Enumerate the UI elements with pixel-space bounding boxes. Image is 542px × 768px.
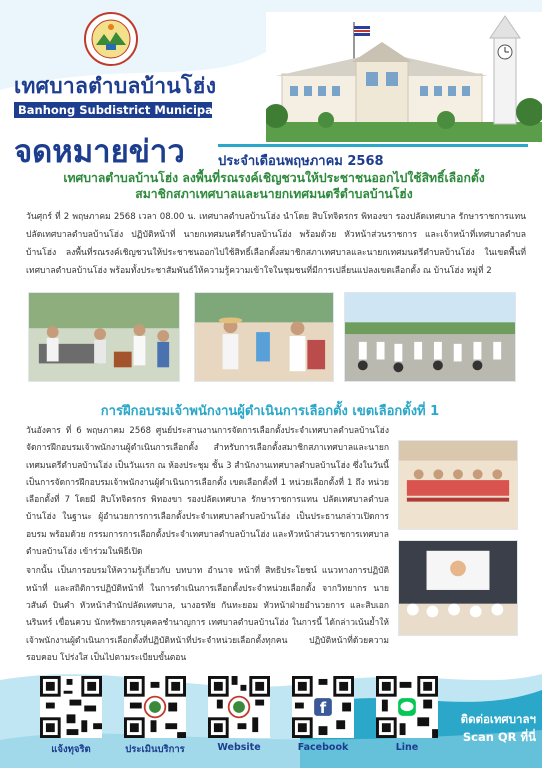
qr-report-corruption-icon[interactable] — [40, 676, 102, 738]
qr-label-report-corruption: แจ้งทุจริต — [51, 744, 91, 755]
article1-headline-line1: เทศบาลตำบลบ้านโฮ่ง ลงพื้นที่รณรงค์เชิญชวนให้ประชาชนออกไปใช้สิทธิ์เลือกตั้ง — [63, 171, 485, 185]
qr-label-facebook: Facebook — [297, 742, 349, 753]
municipality-seal-logo — [84, 12, 138, 66]
training-photo-2 — [398, 540, 518, 636]
cta-line2: Scan QR ที่นี่ — [462, 730, 536, 744]
qr-website-icon[interactable] — [208, 676, 270, 738]
title-underline — [218, 144, 528, 147]
issue-date: ประจำเดือนพฤษภาคม 2568 — [218, 154, 384, 169]
cta-line1: ติดต่อเทศบาลฯ — [460, 712, 536, 726]
newsletter-title: จดหมายข่าว — [14, 134, 185, 170]
training-photo-1 — [398, 440, 518, 530]
campaign-photo-2 — [194, 292, 334, 382]
article2-headline: การฝึกอบรมเจ้าพนักงานผู้ดำเนินการเลือกตั้ง เขตเลือกตั้งที่ 1 — [100, 404, 440, 419]
qr-line-icon[interactable] — [376, 676, 438, 738]
article1-headline — [14, 170, 534, 202]
campaign-photo-1 — [28, 292, 180, 382]
article1-body: วันศุกร์ ที่ 2 พฤษภาคม 2568 เวลา 08.00 น. เทศบาลตำบลบ้านโฮ่ง นำโดย สิบโทจิตรกร พิทองขา รองปลัดเทศบาล รักษาราชการแทน ปลัดเทศบาลตำบลบ้านโฮ่ง ปฏิบัติหน้าที่ นายกเทศมนตรีตำบลบ้านโฮ่ง พร้อมด้วย หัวหน้าส่วนราชการ และเจ้าหน้าที่เทศบาลตำบลบ้านโฮ่ง ลงพื้นที่รณรงค์เชิญชวนให้ประชาชนออกไปใช้สิทธิ์เลือกตั้งสมาชิกสภาเทศบาลและนายกเทศมนตรีตำบลบ้านโฮ่ง ในเขตพื้นที่เทศบาลตำบลบ้านโฮ่ง พร้อมทั้งประชาสัมพันธ์ให้ความรู้ความเข้าใจในชุมชนที่มีการเปลี่ยนแปลงเขตเลือกตั้ง ณ บ้านโฮ่ง หมู่ที่ 2 — [26, 212, 526, 276]
organization-name-english: Banhong Subdistrict Municipal — [14, 102, 212, 118]
svg-text:f: f — [319, 700, 327, 718]
contact-call-to-action — [436, 710, 536, 746]
article1-headline-line2: สมาชิกสภาเทศบาลและนายกเทศมนตรีตำบลบ้านโฮ่ง — [135, 187, 413, 201]
qr-label-website: Website — [217, 742, 261, 753]
qr-label-line: Line — [395, 742, 419, 753]
article2-body — [26, 423, 389, 667]
qr-facebook-icon[interactable] — [292, 676, 354, 738]
campaign-photo-3 — [344, 292, 516, 382]
organization-name-thai: เทศบาลตำบลบ้านโฮ่ง — [14, 74, 217, 98]
qr-label-service-evaluation: ประเมินบริการ — [125, 744, 185, 755]
article2-paragraph1: วันอังคาร ที่ 6 พฤษภาคม 2568 ศูนย์ประสานงานการจัดการเลือกตั้งประจำเทศบาลตำบลบ้านโฮ่ง จัดการฝึกอบรมเจ้าพนักงานผู้ดำเนินการเลือกตั้ง สำหรับการเลือกตั้งสมาชิกสภาเทศบาลและนายกเทศมนตรีตำบลบ้านโฮ่ง เป็นวันแรก ณ ห้องประชุม ชั้น 3 สำนักงานเทศบาลตำบลบ้านโฮ่ง ซึ่งในวันนี้เป็นการจัดการฝึกอบรมเจ้าพนักงานผู้ดำเนินการเลือกตั้ง เขตเลือกตั้งที่ 1 หน่วยเลือกตั้งที่ 1 ถึง หน่วยเลือกตั้งที่ 7 โดยมี สิบโทจิตรกร พิทองขา รองปลัดเทศบาล รักษาราชการแทน ปลัดเทศบาลตำบลบ้านโฮ่ง ในฐานะ ผู้อำนวยการการเลือกตั้งประจำเทศบาลตำบลบ้านโฮ่ง เป็นประธานกล่าวเปิดการอบรม พร้อมด้วย กรรมการการเลือกตั้งประจำเทศบาลตำบลบ้านโฮ่ง และหัวหน้าส่วนราชการเทศบาลตำบลบ้านโฮ่ง เข้าร่วมในพิธีเปิด — [26, 426, 389, 558]
article2-paragraph2: จากนั้น เป็นการอบรมให้ความรู้เกี่ยวกับ บทบาท อำนาจ หน้าที่ สิทธิประโยชน์ แนวทางการปฏิบัติหน้าที่ และสถิติการปฏิบัติหน้าที่ ในการดำเนินการเลือกตั้งประจำหน่วยเลือกตั้ง จากวิทยากร นายวสันต์ บินคำ หัวหน้าสำนักปลัดเทศบาล, นางอรทัย กันทะยอม หัวหน้าฝ่ายอำนวยการ และสิบเอกนรินทร์ เขื่อนควบ นักทรัพยากรบุคคลชำนาญการ เทศบาลตำบลบ้านโฮ่ง ในการนี้ ได้กล่าวเน้นย้ำให้เจ้าพนักงานผู้ดำเนินการเลือกตั้งที่ปฏิบัติหน้าที่ประจำหน่วยเลือกตั้งทุกคน ปฏิบัติหน้าที่ด้วยความรอบคอบ โปร่งใส เป็นไปตามระเบียบขั้นตอน — [26, 566, 389, 663]
qr-code-row — [40, 676, 440, 756]
municipal-office-building-photo — [266, 12, 542, 142]
qr-service-evaluation-icon[interactable] — [124, 676, 186, 738]
